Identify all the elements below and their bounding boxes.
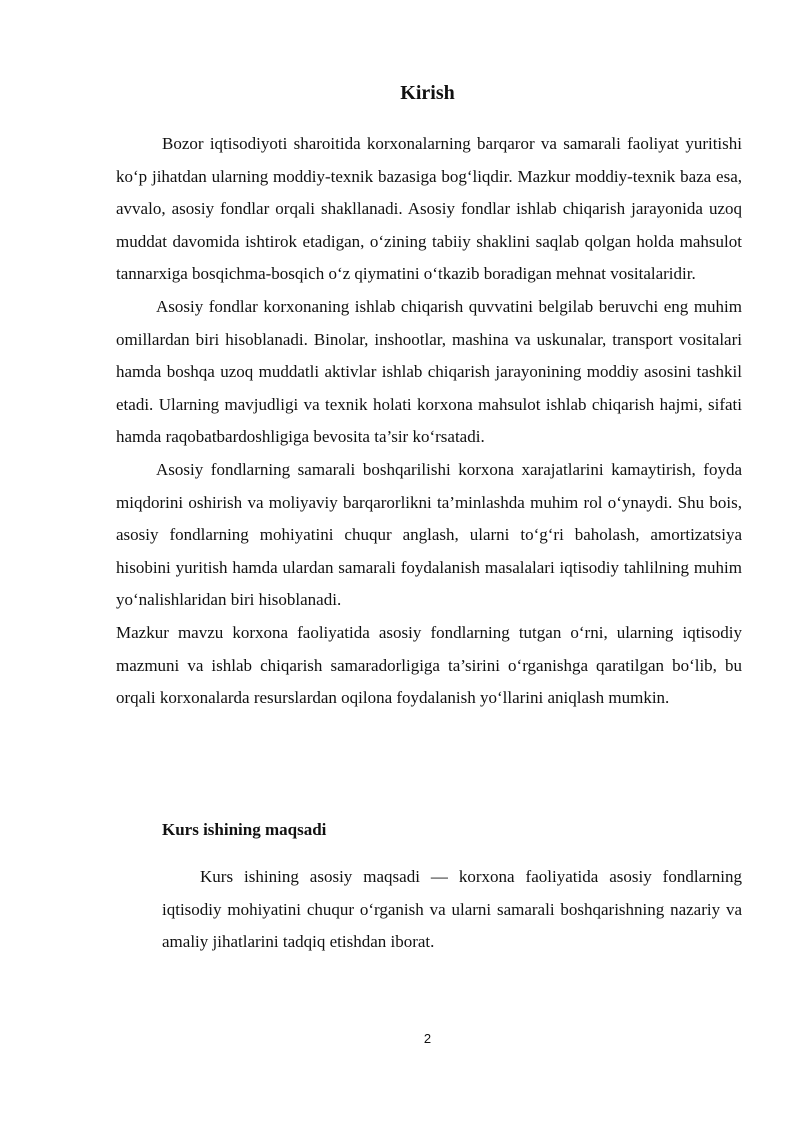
paragraph-2: Asosiy fondlar korxonaning ishlab chiqarish quvvatini belgilab beruvchi eng muhim omillardan biri hisoblanadi. Binolar, inshootlar, mashina va uskunalar, transport vositalari hamda boshqa uzoq muddatli aktivlar ishlab chiqarish jarayonining moddiy asosini tashkil etadi. Ularning mavjudligi va texnik holati korxona mahsulot ishlab chiqarish hajmi, sifati hamda raqobatbardoshligiga bevosita ta’sir ko‘rsatadi. — [116, 296, 742, 447]
paragraph-1: Bozor iqtisodiyoti sharoitida korxonalarning barqaror va samarali faoliyat yuritishi ko‘p jihatdan ularning moddiy-texnik bazasiga bog‘liqdir. Mazkur moddiy-texnik baza esa, avvalo, asosiy fondlar orqali shakllanadi. Asosiy fondlar ishlab chiqarish jarayonida uzoq muddat davomida ishtirok etadigan, o‘zining tabiiy shaklini saqlab qolgan holda mahsulot tannarxiga bosqichma-bosqich o‘z qiymatini o‘tkazib boradigan mehnat vositalaridir. — [116, 134, 742, 284]
paragraph-3: Asosiy fondlarning samarali boshqarilishi korxona xarajatlarini kamaytirish, foyda miqdorini oshirish va moliyaviy barqarorlikni ta’minlashda muhim rol o‘ynaydi. Shu bois, asosiy fondlarning mohiyatini chuqur anglash, ularni to‘g‘ri baholash, amortizatsiya hisobini yuritish hamda ulardan samarali foydalanish masalalari iqtisodiy tahlilning muhim yo‘nalishlaridan biri hisoblanadi. — [116, 459, 742, 610]
page-title: Kirish — [400, 82, 455, 104]
page-number: 2 — [423, 1031, 432, 1046]
section-heading: Kurs ishining maqsadi — [162, 820, 327, 839]
introduction-body — [116, 128, 742, 715]
section-paragraph: Kurs ishining asosiy maqsadi — korxona faoliyatida asosiy fondlarning iqtisodiy mohiyatini chuqur o‘rganish va ularni samarali boshqarishning nazariy va amaliy jihatlarini tadqiq etishdan iborat. — [162, 867, 742, 952]
paragraph-4: Mazkur mavzu korxona faoliyatida asosiy fondlarning tutgan o‘rni, ularning iqtisodiy mazmuni va ishlab chiqarish samaradorligiga ta’sirini o‘rganishga qaratilgan bo‘lib, bu orqali korxonalarda resurslardan oqilona foydalanish yo‘llarini aniqlash mumkin. — [116, 622, 742, 708]
